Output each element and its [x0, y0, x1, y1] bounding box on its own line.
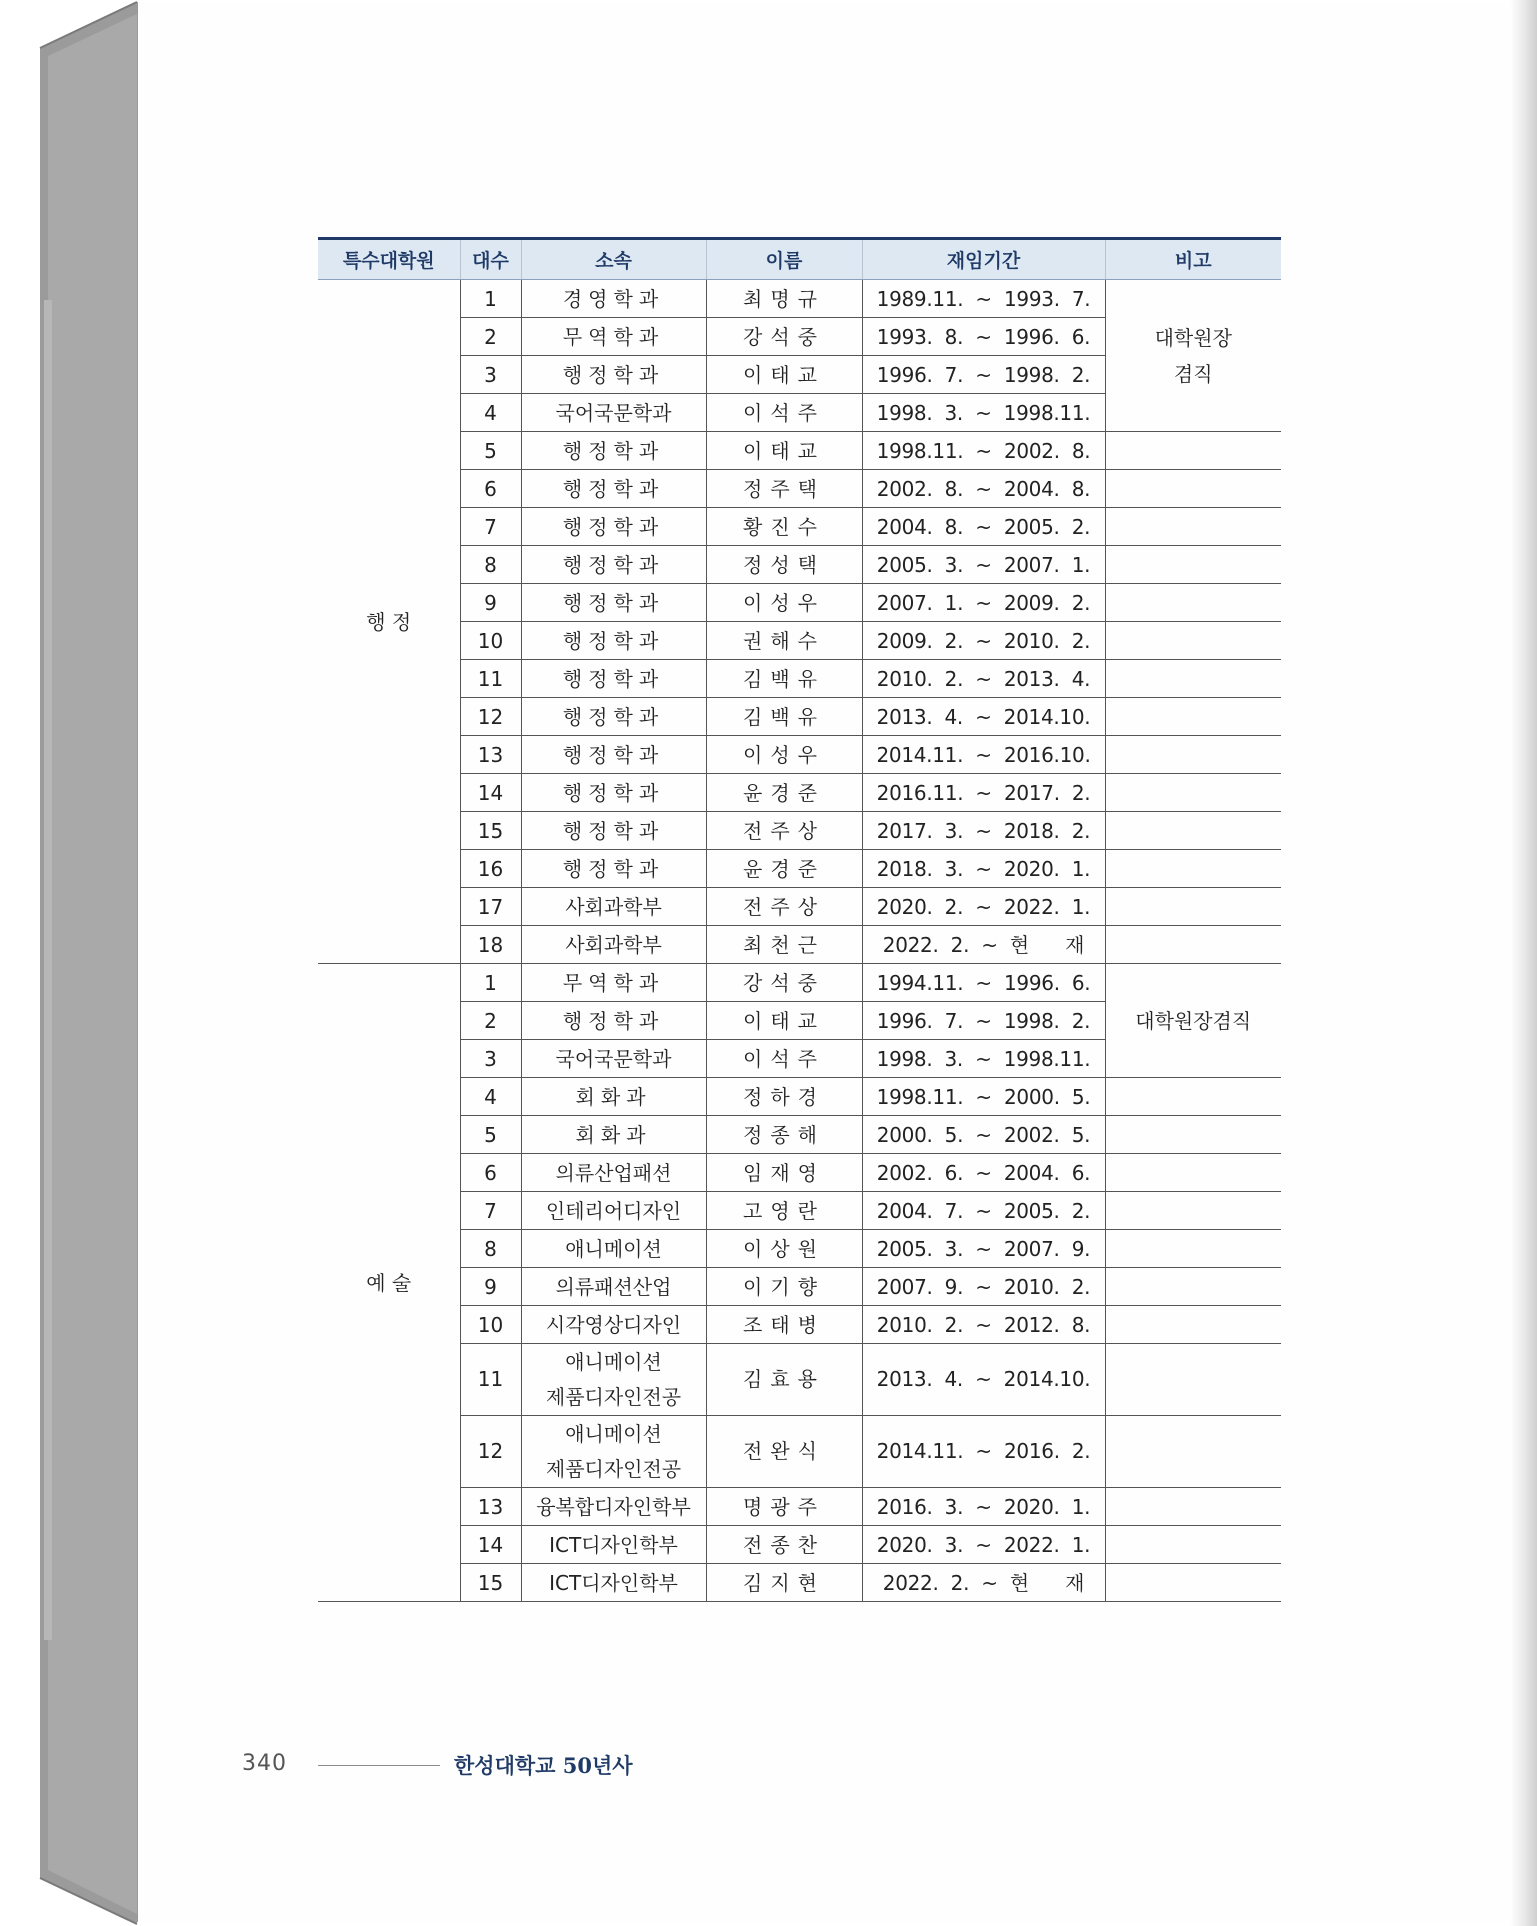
- affiliation-cell: 융복합디자인학부: [521, 1488, 706, 1526]
- name-cell: 최천근: [706, 926, 862, 964]
- term-number-cell: 4: [460, 1078, 521, 1116]
- remarks-cell-empty: [1105, 660, 1281, 698]
- remarks-cell-empty: [1105, 1564, 1281, 1602]
- tenure-period-cell: 2010. 2. ~ 2013. 4.: [862, 660, 1105, 698]
- name-cell: 전주상: [706, 888, 862, 926]
- affiliation-cell: 회화과: [521, 1116, 706, 1154]
- affiliation-cell: 행정학과: [521, 698, 706, 736]
- term-number-cell: 7: [460, 508, 521, 546]
- affiliation-cell: 국어국문학과: [521, 394, 706, 432]
- affiliation-cell: ICT디자인학부: [521, 1564, 706, 1602]
- table-row: [318, 1488, 1281, 1526]
- affiliation-cell: 사회과학부: [521, 888, 706, 926]
- remarks-cell-empty: [1105, 470, 1281, 508]
- remarks-cell-empty: [1105, 1268, 1281, 1306]
- term-number-cell: 1: [460, 964, 521, 1002]
- table-row: [318, 546, 1281, 584]
- table-row: [318, 622, 1281, 660]
- name-cell: 이태교: [706, 1002, 862, 1040]
- name-cell: 명광주: [706, 1488, 862, 1526]
- page-right-shadow: [1510, 0, 1537, 1926]
- term-number-cell: 2: [460, 318, 521, 356]
- remarks-cell-empty: [1105, 812, 1281, 850]
- remarks-cell-empty: [1105, 1116, 1281, 1154]
- affiliation-cell: 애니메이션 제품디자인전공: [521, 1416, 706, 1488]
- affiliation-cell: 사회과학부: [521, 926, 706, 964]
- table-row: [318, 736, 1281, 774]
- term-number-cell: 12: [460, 698, 521, 736]
- remarks-cell-empty: [1105, 584, 1281, 622]
- term-number-cell: 12: [460, 1416, 521, 1488]
- affiliation-cell: 행정학과: [521, 356, 706, 394]
- term-number-cell: 8: [460, 546, 521, 584]
- term-number-cell: 5: [460, 1116, 521, 1154]
- remarks-cell-empty: [1105, 1344, 1281, 1416]
- table-row: [318, 1078, 1281, 1116]
- affiliation-cell: 애니메이션: [521, 1230, 706, 1268]
- term-number-cell: 18: [460, 926, 521, 964]
- name-cell: 전주상: [706, 812, 862, 850]
- tenure-period-cell: 1998. 3. ~ 1998.11.: [862, 394, 1105, 432]
- affiliation-cell: 행정학과: [521, 1002, 706, 1040]
- tenure-period-cell: 2002. 8. ~ 2004. 8.: [862, 470, 1105, 508]
- tenure-period-cell: 2020. 3. ~ 2022. 1.: [862, 1526, 1105, 1564]
- header-name: 이름: [706, 239, 862, 280]
- tenure-period-cell: 2016. 3. ~ 2020. 1.: [862, 1488, 1105, 1526]
- term-number-cell: 14: [460, 1526, 521, 1564]
- table-row: [318, 470, 1281, 508]
- tenure-period-cell: 2005. 3. ~ 2007. 9.: [862, 1230, 1105, 1268]
- remarks-cell-empty: [1105, 1192, 1281, 1230]
- affiliation-cell: 인테리어디자인: [521, 1192, 706, 1230]
- name-cell: 최명규: [706, 280, 862, 318]
- header-remarks: 비고: [1105, 239, 1281, 280]
- name-cell: 이성우: [706, 736, 862, 774]
- table-row: [318, 1230, 1281, 1268]
- tenure-period-cell: 2022. 2. ~ 현 재: [862, 926, 1105, 964]
- tenure-period-cell: 2013. 4. ~ 2014.10.: [862, 1344, 1105, 1416]
- name-cell: 이태교: [706, 356, 862, 394]
- term-number-cell: 1: [460, 280, 521, 318]
- tenure-period-cell: 2018. 3. ~ 2020. 1.: [862, 850, 1105, 888]
- table-row: [318, 888, 1281, 926]
- tenure-period-cell: 1998. 3. ~ 1998.11.: [862, 1040, 1105, 1078]
- graduate-school-cell: 행 정: [318, 280, 460, 964]
- tenure-period-cell: 2022. 2. ~ 현 재: [862, 1564, 1105, 1602]
- tenure-period-cell: 2004. 8. ~ 2005. 2.: [862, 508, 1105, 546]
- name-cell: 전완식: [706, 1416, 862, 1488]
- term-number-cell: 4: [460, 394, 521, 432]
- affiliation-cell: 회화과: [521, 1078, 706, 1116]
- affiliation-cell: 행정학과: [521, 508, 706, 546]
- name-cell: 이성우: [706, 584, 862, 622]
- table-row: [318, 1306, 1281, 1344]
- affiliation-cell: ICT디자인학부: [521, 1526, 706, 1564]
- affiliation-cell: 시각영상디자인: [521, 1306, 706, 1344]
- name-cell: 이상원: [706, 1230, 862, 1268]
- name-cell: 강석중: [706, 318, 862, 356]
- table-row: [318, 926, 1281, 964]
- name-cell: 고영란: [706, 1192, 862, 1230]
- remarks-cell-empty: [1105, 926, 1281, 964]
- remarks-cell-empty: [1105, 850, 1281, 888]
- tenure-period-cell: 1989.11. ~ 1993. 7.: [862, 280, 1105, 318]
- remarks-cell-empty: [1105, 698, 1281, 736]
- name-cell: 권해수: [706, 622, 862, 660]
- table-row: [318, 1416, 1281, 1488]
- tenure-period-cell: 2005. 3. ~ 2007. 1.: [862, 546, 1105, 584]
- tenure-period-cell: 1996. 7. ~ 1998. 2.: [862, 1002, 1105, 1040]
- table-row: [318, 774, 1281, 812]
- name-cell: 윤경준: [706, 774, 862, 812]
- name-cell: 김효용: [706, 1344, 862, 1416]
- term-number-cell: 3: [460, 356, 521, 394]
- table-row: [318, 1526, 1281, 1564]
- affiliation-cell: 무역학과: [521, 964, 706, 1002]
- table-row: [318, 964, 1281, 1002]
- tenure-period-cell: 2014.11. ~ 2016. 2.: [862, 1416, 1105, 1488]
- term-number-cell: 13: [460, 736, 521, 774]
- table-row: [318, 660, 1281, 698]
- table-row: [318, 1268, 1281, 1306]
- name-cell: 조태병: [706, 1306, 862, 1344]
- affiliation-cell: 행정학과: [521, 584, 706, 622]
- term-number-cell: 16: [460, 850, 521, 888]
- remarks-cell-empty: [1105, 1488, 1281, 1526]
- footer-divider: [318, 1765, 440, 1766]
- term-number-cell: 9: [460, 1268, 521, 1306]
- tenure-period-cell: 2016.11. ~ 2017. 2.: [862, 774, 1105, 812]
- tenure-period-cell: 2009. 2. ~ 2010. 2.: [862, 622, 1105, 660]
- term-number-cell: 15: [460, 812, 521, 850]
- remarks-cell-empty: [1105, 888, 1281, 926]
- graduate-school-cell: 예 술: [318, 964, 460, 1602]
- remarks-cell-empty: [1105, 1078, 1281, 1116]
- tenure-period-cell: 1993. 8. ~ 1996. 6.: [862, 318, 1105, 356]
- table-row: [318, 280, 1281, 318]
- remarks-cell-empty: [1105, 1526, 1281, 1564]
- term-number-cell: 2: [460, 1002, 521, 1040]
- remarks-cell-empty: [1105, 1416, 1281, 1488]
- name-cell: 윤경준: [706, 850, 862, 888]
- affiliation-cell: 무역학과: [521, 318, 706, 356]
- term-number-cell: 10: [460, 1306, 521, 1344]
- tenure-period-cell: 2020. 2. ~ 2022. 1.: [862, 888, 1105, 926]
- table-header-row: [318, 239, 1281, 280]
- table-row: [318, 432, 1281, 470]
- affiliation-cell: 행정학과: [521, 432, 706, 470]
- affiliation-cell: 애니메이션 제품디자인전공: [521, 1344, 706, 1416]
- term-number-cell: 6: [460, 470, 521, 508]
- name-cell: 전종찬: [706, 1526, 862, 1564]
- affiliation-cell: 행정학과: [521, 470, 706, 508]
- name-cell: 임재영: [706, 1154, 862, 1192]
- affiliation-cell: 국어국문학과: [521, 1040, 706, 1078]
- term-number-cell: 3: [460, 1040, 521, 1078]
- name-cell: 김백유: [706, 698, 862, 736]
- name-cell: 이태교: [706, 432, 862, 470]
- tenure-period-cell: 2010. 2. ~ 2012. 8.: [862, 1306, 1105, 1344]
- table-row: [318, 698, 1281, 736]
- name-cell: 김백유: [706, 660, 862, 698]
- book-title: 한성대학교 50년사: [454, 1753, 633, 1778]
- name-cell: 정종해: [706, 1116, 862, 1154]
- table-row: [318, 850, 1281, 888]
- dean-roster-table: [318, 237, 1281, 1602]
- name-cell: 정하경: [706, 1078, 862, 1116]
- affiliation-cell: 행정학과: [521, 546, 706, 584]
- term-number-cell: 5: [460, 432, 521, 470]
- tenure-period-cell: 1998.11. ~ 2002. 8.: [862, 432, 1105, 470]
- header-affiliation: 소속: [521, 239, 706, 280]
- tenure-period-cell: 2007. 1. ~ 2009. 2.: [862, 584, 1105, 622]
- page-number: 340: [242, 1751, 287, 1776]
- tenure-period-cell: 1994.11. ~ 1996. 6.: [862, 964, 1105, 1002]
- remarks-cell: 대학원장겸직: [1105, 964, 1281, 1078]
- term-number-cell: 8: [460, 1230, 521, 1268]
- remarks-cell-empty: [1105, 432, 1281, 470]
- tenure-period-cell: 2004. 7. ~ 2005. 2.: [862, 1192, 1105, 1230]
- tenure-period-cell: 2002. 6. ~ 2004. 6.: [862, 1154, 1105, 1192]
- name-cell: 이석주: [706, 394, 862, 432]
- tenure-period-cell: 2000. 5. ~ 2002. 5.: [862, 1116, 1105, 1154]
- name-cell: 황진수: [706, 508, 862, 546]
- name-cell: 정성택: [706, 546, 862, 584]
- tenure-period-cell: 2017. 3. ~ 2018. 2.: [862, 812, 1105, 850]
- name-cell: 정주택: [706, 470, 862, 508]
- remarks-cell-empty: [1105, 774, 1281, 812]
- term-number-cell: 9: [460, 584, 521, 622]
- affiliation-cell: 행정학과: [521, 660, 706, 698]
- name-cell: 이석주: [706, 1040, 862, 1078]
- table-body: [318, 280, 1281, 1602]
- tenure-period-cell: 1996. 7. ~ 1998. 2.: [862, 356, 1105, 394]
- term-number-cell: 14: [460, 774, 521, 812]
- table-row: [318, 812, 1281, 850]
- term-number-cell: 10: [460, 622, 521, 660]
- affiliation-cell: 의류산업패션: [521, 1154, 706, 1192]
- affiliation-cell: 행정학과: [521, 812, 706, 850]
- term-number-cell: 11: [460, 660, 521, 698]
- table-row: [318, 1192, 1281, 1230]
- affiliation-cell: 의류패션산업: [521, 1268, 706, 1306]
- table-row: [318, 584, 1281, 622]
- term-number-cell: 7: [460, 1192, 521, 1230]
- header-graduate-school: 특수대학원: [318, 239, 460, 280]
- table-row: [318, 508, 1281, 546]
- table-row: [318, 1344, 1281, 1416]
- tenure-period-cell: 2007. 9. ~ 2010. 2.: [862, 1268, 1105, 1306]
- remarks-cell-empty: [1105, 546, 1281, 584]
- remarks-cell-empty: [1105, 508, 1281, 546]
- remarks-cell-empty: [1105, 736, 1281, 774]
- remarks-cell: 대학원장 겸직: [1105, 280, 1281, 432]
- name-cell: 강석중: [706, 964, 862, 1002]
- term-number-cell: 6: [460, 1154, 521, 1192]
- term-number-cell: 15: [460, 1564, 521, 1602]
- remarks-cell-empty: [1105, 1154, 1281, 1192]
- name-cell: 이기향: [706, 1268, 862, 1306]
- name-cell: 김지현: [706, 1564, 862, 1602]
- table-row: [318, 1564, 1281, 1602]
- affiliation-cell: 행정학과: [521, 850, 706, 888]
- term-number-cell: 13: [460, 1488, 521, 1526]
- tenure-period-cell: 2014.11. ~ 2016.10.: [862, 736, 1105, 774]
- affiliation-cell: 행정학과: [521, 774, 706, 812]
- tenure-period-cell: 1998.11. ~ 2000. 5.: [862, 1078, 1105, 1116]
- table-row: [318, 1116, 1281, 1154]
- affiliation-cell: 행정학과: [521, 622, 706, 660]
- term-number-cell: 17: [460, 888, 521, 926]
- term-number-cell: 11: [460, 1344, 521, 1416]
- table-row: [318, 1154, 1281, 1192]
- affiliation-cell: 행정학과: [521, 736, 706, 774]
- header-tenure-period: 재임기간: [862, 239, 1105, 280]
- remarks-cell-empty: [1105, 1230, 1281, 1268]
- remarks-cell-empty: [1105, 622, 1281, 660]
- affiliation-cell: 경영학과: [521, 280, 706, 318]
- header-term-number: 대수: [460, 239, 521, 280]
- remarks-cell-empty: [1105, 1306, 1281, 1344]
- tenure-period-cell: 2013. 4. ~ 2014.10.: [862, 698, 1105, 736]
